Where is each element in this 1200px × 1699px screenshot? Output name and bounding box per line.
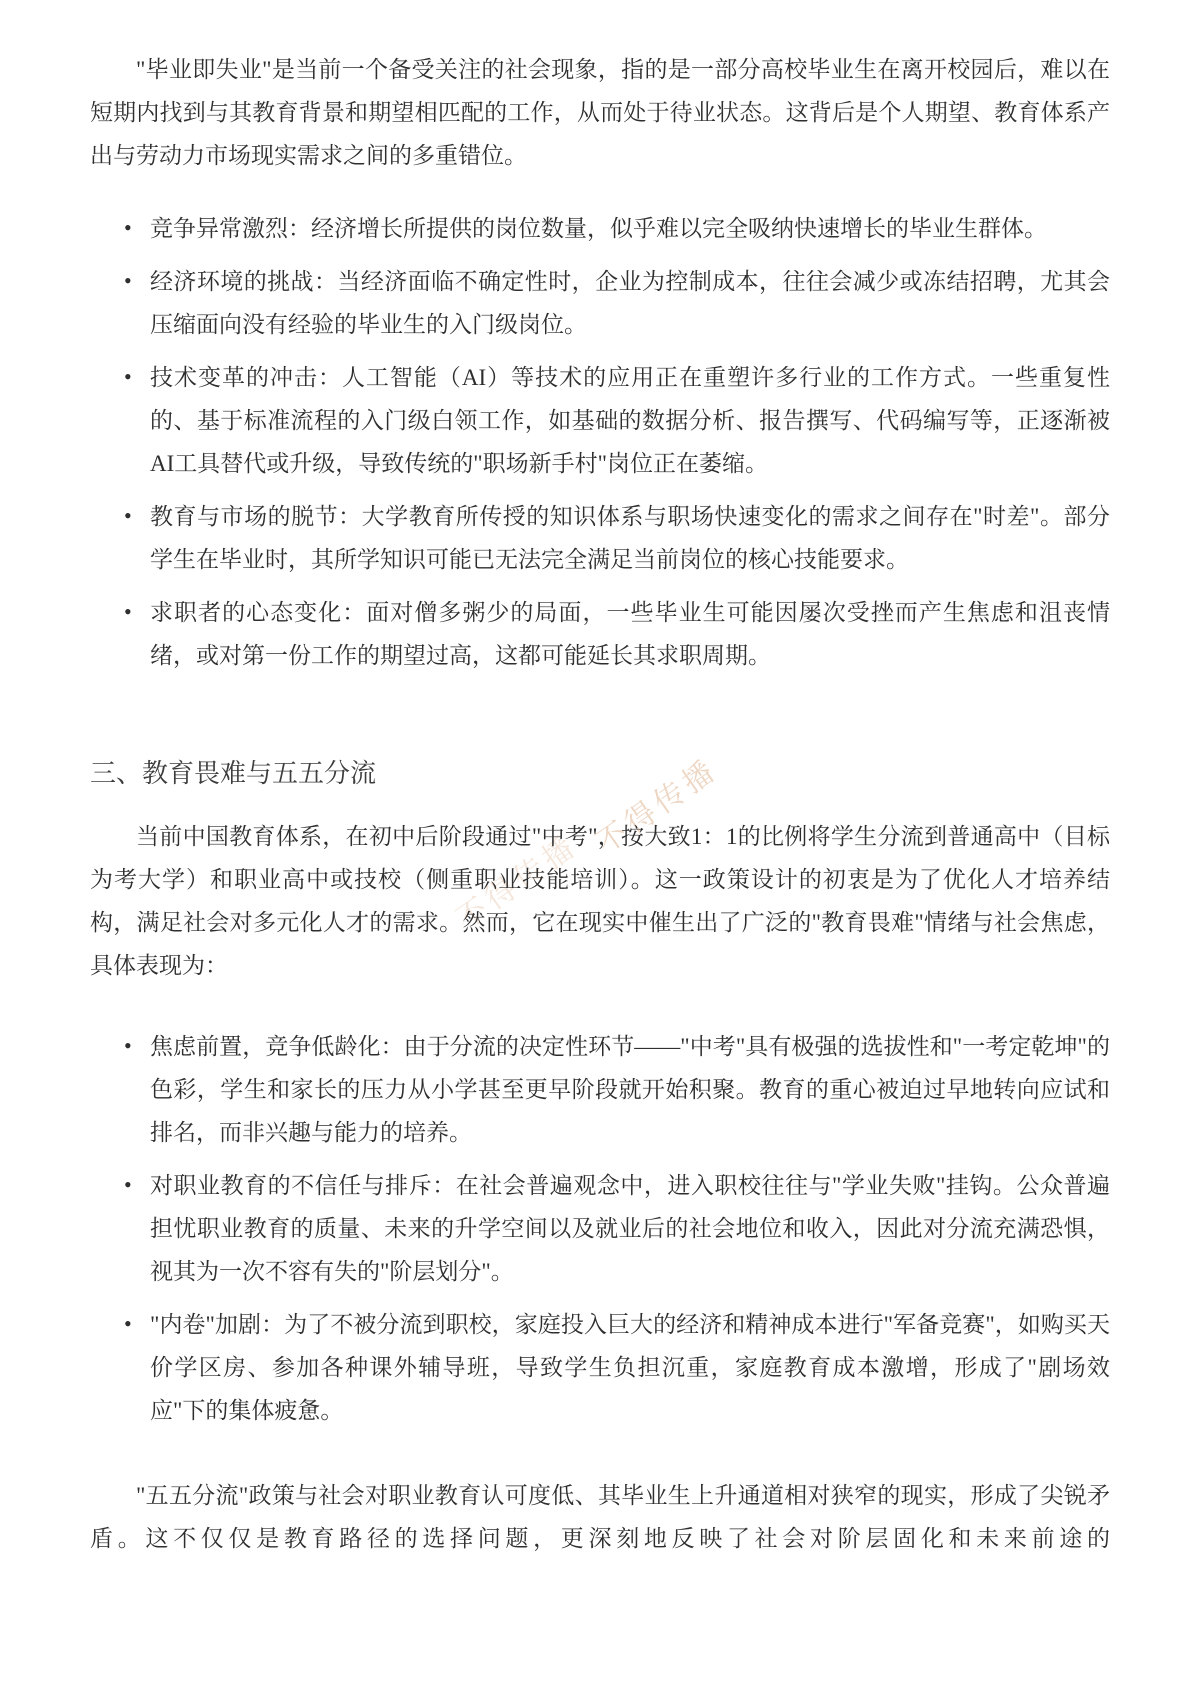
watermark-do-not-distribute-faint: 不得传播 [450, 829, 585, 937]
list-item-vocational-distrust: • 对职业教育的不信任与排斥：在社会普遍观念中，进入职校往往与"学业失败"挂钩。公众普遍担忧职业教育的质量、未来的升学空间以及就业后的社会地位和收入，因此对分流充满恐惧，视其为一次不容有失的"阶层划分"。 [150, 1164, 1110, 1293]
closing-paragraph: "五五分流"政策与社会对职业教育认可度低、其毕业生上升通道相对狭窄的现实，形成了尖锐矛盾。这不仅仅是教育路径的选择问题，更深刻地反映了社会对阶层固化和未来前途的 [90, 1483, 1110, 1551]
watermark-do-not-distribute: 不得传播 [590, 753, 725, 861]
section-heading: 三、教育畏难与五五分流 [90, 759, 377, 788]
list-item-early-anxiety: • 焦虑前置，竞争低龄化：由于分流的决定性环节——"中考"具有极强的选拔性和"一考定乾坤"的色彩，学生和家长的压力从小学甚至更早阶段就开始积聚。教育的重心被迫过早地转向应试和排名，而非兴趣与能力的培养。 [150, 1025, 1110, 1154]
education-anxiety-list [90, 1025, 1110, 1432]
list-item-economy: • 经济环境的挑战：当经济面临不确定性时，企业为控制成本，往往会减少或冻结招聘，尤其会压缩面向没有经验的毕业生的入门级岗位。 [150, 260, 1110, 346]
unemployment-factors-list [90, 207, 1110, 677]
list-item-education-gap: • 教育与市场的脱节：大学教育所传授的知识体系与职场快速变化的需求之间存在"时差"。部分学生在毕业时，其所学知识可能已无法完全满足当前岗位的核心技能要求。 [150, 495, 1110, 581]
intro-paragraph: "毕业即失业"是当前一个备受关注的社会现象，指的是一部分高校毕业生在离开校园后，难以在短期内找到与其教育背景和期望相匹配的工作，从而处于待业状态。这背后是个人期望、教育体系产出与劳动力市场现实需求之间的多重错位。 [90, 57, 1110, 168]
list-item-involution: • "内卷"加剧：为了不被分流到职校，家庭投入巨大的经济和精神成本进行"军备竞赛"，如购买天价学区房、参加各种课外辅导班，导致学生负担沉重，家庭教育成本激增，形成了"剧场效应"下的集体疲惫。 [150, 1303, 1110, 1432]
document-content [90, 48, 1110, 1560]
education-intro-paragraph: 当前中国教育体系，在初中后阶段通过"中考"，按大致1：1的比例将学生分流到普通高中（目标为考大学）和职业高中或技校（侧重职业技能培训）。这一政策设计的初衷是为了优化人才培养结构，满足社会对多元化人才的需求。然而，它在现实中催生出了广泛的"教育畏难"情绪与社会焦虑，具体表现为： [90, 824, 1110, 978]
list-item-competition: • 竞争异常激烈：经济增长所提供的岗位数量，似乎难以完全吸纳快速增长的毕业生群体。 [150, 207, 1110, 250]
list-item-technology: • 技术变革的冲击：人工智能（AI）等技术的应用正在重塑许多行业的工作方式。一些重复性的、基于标准流程的入门级白领工作，如基础的数据分析、报告撰写、代码编写等，正逐渐被AI工具替代或升级，导致传统的"职场新手村"岗位正在萎缩。 [150, 356, 1110, 485]
list-item-mindset: • 求职者的心态变化：面对僧多粥少的局面，一些毕业生可能因屡次受挫而产生焦虑和沮丧情绪，或对第一份工作的期望过高，这都可能延长其求职周期。 [150, 591, 1110, 677]
